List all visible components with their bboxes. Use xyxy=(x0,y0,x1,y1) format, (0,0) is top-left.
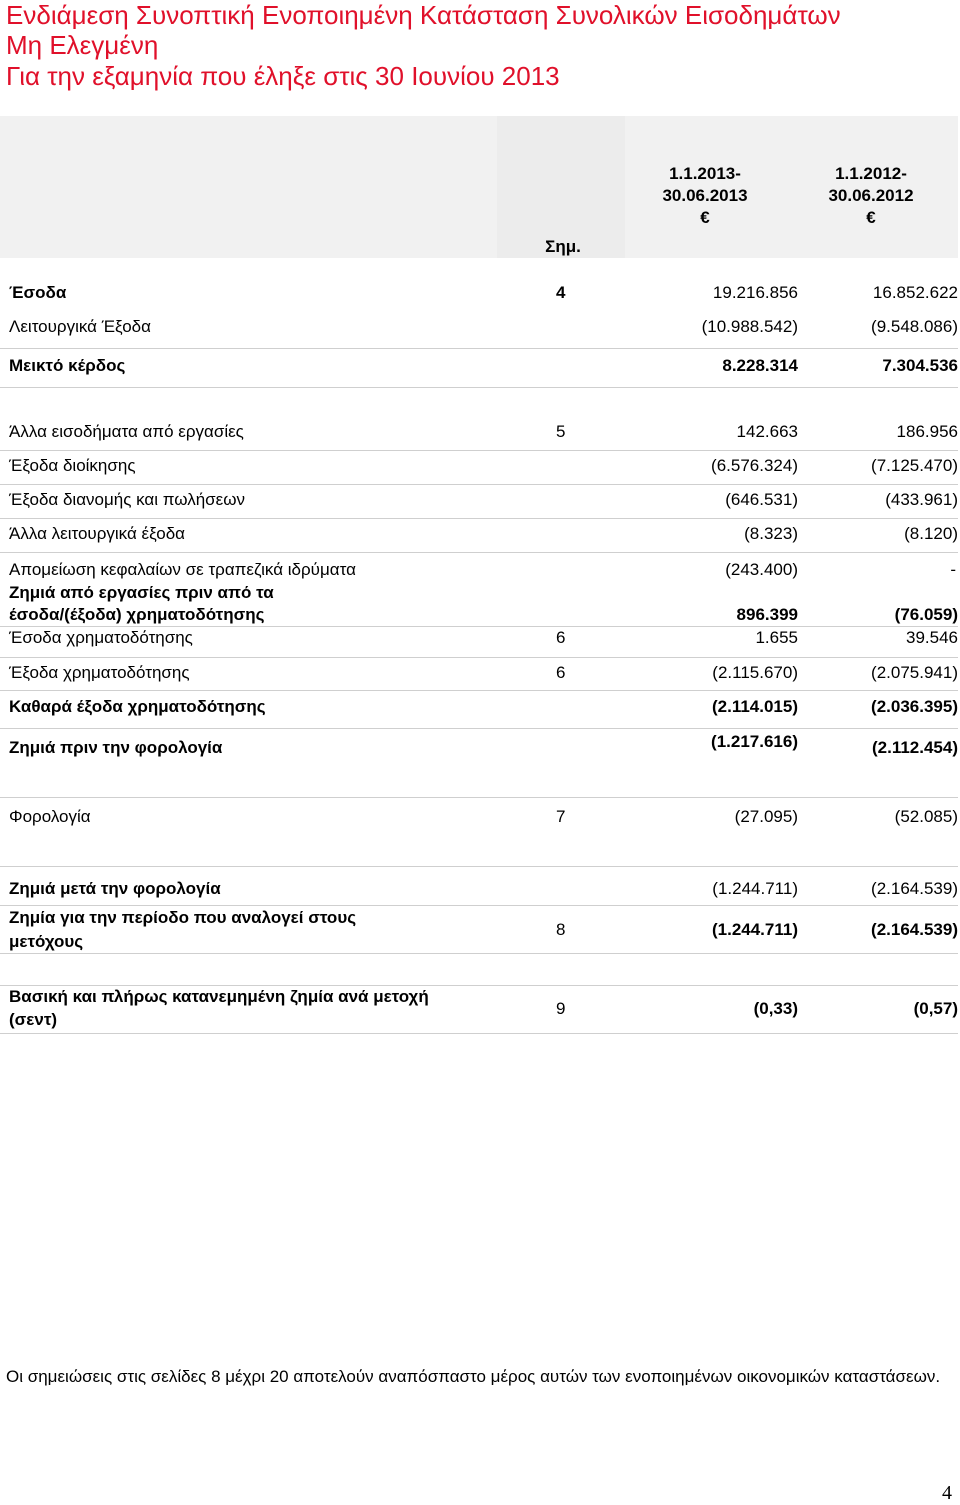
row-value-2012: (8.120) xyxy=(904,524,958,543)
row-divider xyxy=(0,552,958,553)
row-value-2012: (2.164.539) xyxy=(871,920,958,939)
row-note: 8 xyxy=(556,920,566,939)
row-value-2013: (646.531) xyxy=(725,490,798,509)
row-value-2013: (2.115.670) xyxy=(712,663,798,682)
statement-period: Για την εξαμηνία που έληξε στις 30 Ιουνίου 2013 xyxy=(6,61,560,91)
prior-period-header xyxy=(806,163,936,229)
row-note: 4 xyxy=(556,283,566,302)
row-divider xyxy=(0,348,958,349)
row-value-2012: 7.304.536 xyxy=(882,356,958,375)
row-divider xyxy=(0,905,958,906)
row-value-2012: (2.112.454) xyxy=(871,738,958,757)
row-value-2012: (9.548.086) xyxy=(871,317,958,336)
row-divider xyxy=(0,797,958,798)
row-value-2012: (2.164.539) xyxy=(871,879,958,898)
row-value-2013: (8.323) xyxy=(744,524,798,543)
statement-subtitle: Μη Ελεγμένη xyxy=(6,30,159,60)
row-value-2012: (2.075.941) xyxy=(871,663,958,682)
row-label: Μεικτό κέρδος xyxy=(9,356,126,375)
row-label: Απομείωση κεφαλαίων σε τραπεζικά ιδρύματα xyxy=(9,560,356,579)
row-divider xyxy=(0,518,958,519)
row-value-2013: 19.216.856 xyxy=(712,283,798,302)
note-column-header: Σημ. xyxy=(545,237,581,256)
row-value-2013: 8.228.314 xyxy=(722,356,798,375)
footnote: Οι σημειώσεις στις σελίδες 8 μέχρι 20 αποτελούν αναπόσπαστο μέρος αυτών των ενοποιημένων οικονομικών καταστάσεων. xyxy=(6,1367,941,1386)
row-label: Έσοδα xyxy=(9,283,67,302)
row-value-2013: (0,33) xyxy=(753,999,798,1018)
row-value-2012: - xyxy=(950,560,956,579)
row-value-2012: 39.546 xyxy=(906,628,958,647)
row-label-continued: (σεντ) xyxy=(9,1010,58,1029)
row-divider xyxy=(0,690,958,691)
row-note: 5 xyxy=(556,422,566,441)
row-divider xyxy=(0,657,958,658)
row-label: Ζημιά από εργασίες πριν από τα xyxy=(9,583,274,602)
row-divider xyxy=(0,985,958,986)
row-value-2013: (2.114.015) xyxy=(711,697,798,716)
row-label: Έσοδα χρηματοδότησης xyxy=(9,628,193,647)
row-note: 6 xyxy=(556,663,566,682)
row-divider xyxy=(0,1033,958,1034)
row-value-2013: (243.400) xyxy=(725,560,798,579)
current-period-start: 1.1.2013- xyxy=(669,164,741,183)
row-value-2012: (76.059) xyxy=(894,605,958,624)
row-divider xyxy=(0,866,958,867)
row-label-continued: μετόχους xyxy=(9,932,84,951)
row-value-2013: 142.663 xyxy=(736,422,798,441)
row-label: Ζημιά μετά την φορολογία xyxy=(9,879,221,898)
row-divider xyxy=(0,450,958,451)
row-divider xyxy=(0,387,958,388)
row-value-2013: (1.244.711) xyxy=(711,920,798,939)
row-label-continued: έσοδα/(έξοδα) χρηματοδότησης xyxy=(9,605,265,624)
prior-period-start: 1.1.2012- xyxy=(835,164,907,183)
row-label: Έξοδα διοίκησης xyxy=(9,456,136,475)
prior-period-end: 30.06.2012 xyxy=(828,186,914,205)
current-period-end: 30.06.2013 xyxy=(662,186,748,205)
row-label: Έξοδα διανομής και πωλήσεων xyxy=(9,490,245,509)
row-value-2013: 1.655 xyxy=(755,628,798,647)
current-period-currency: € xyxy=(700,208,710,227)
prior-period-currency: € xyxy=(866,208,876,227)
current-period-header xyxy=(640,163,770,229)
row-label: Φορολογία xyxy=(9,807,91,826)
row-label: Καθαρά έξοδα χρηματοδότησης xyxy=(9,697,266,716)
row-note: 7 xyxy=(556,807,566,826)
statement-title: Ενδιάμεση Συνοπτική Ενοποιημένη Κατάσταση Συνολικών Εισοδημάτων xyxy=(6,0,841,30)
row-value-2012: (52.085) xyxy=(894,807,958,826)
row-value-2013: (10.988.542) xyxy=(701,317,798,336)
row-divider xyxy=(0,953,958,954)
row-label: Βασική και πλήρως κατανεμημένη ζημία ανά μετοχή xyxy=(9,987,429,1006)
row-label: Άλλα εισοδήματα από εργασίες xyxy=(9,422,244,441)
page-number: 4 xyxy=(942,1482,952,1504)
row-value-2012: (433.961) xyxy=(885,490,958,509)
row-value-2013: (1.217.616) xyxy=(711,732,798,751)
row-divider xyxy=(0,484,958,485)
row-value-2012: 186.956 xyxy=(896,422,958,441)
row-divider xyxy=(0,626,958,627)
row-value-2013: 896.399 xyxy=(736,605,798,624)
row-note: 6 xyxy=(556,628,566,647)
row-divider xyxy=(0,728,958,729)
row-value-2013: (6.576.324) xyxy=(711,456,798,475)
row-label: Έξοδα χρηματοδότησης xyxy=(9,663,190,682)
row-value-2012: (2.036.395) xyxy=(871,697,958,716)
row-value-2013: (1.244.711) xyxy=(712,879,798,898)
row-value-2012: (7.125.470) xyxy=(871,456,958,475)
row-value-2013: (27.095) xyxy=(734,807,798,826)
row-value-2012: (0,57) xyxy=(913,999,958,1018)
row-label: Ζημία για την περίοδο που αναλογεί στους xyxy=(9,908,357,927)
row-label: Άλλα λειτουργικά έξοδα xyxy=(9,524,185,543)
row-label: Ζημιά πριν την φορολογία xyxy=(9,738,223,757)
row-label: Λειτουργικά Έξοδα xyxy=(9,317,151,336)
row-value-2012: 16.852.622 xyxy=(872,283,958,302)
row-note: 9 xyxy=(556,999,566,1018)
